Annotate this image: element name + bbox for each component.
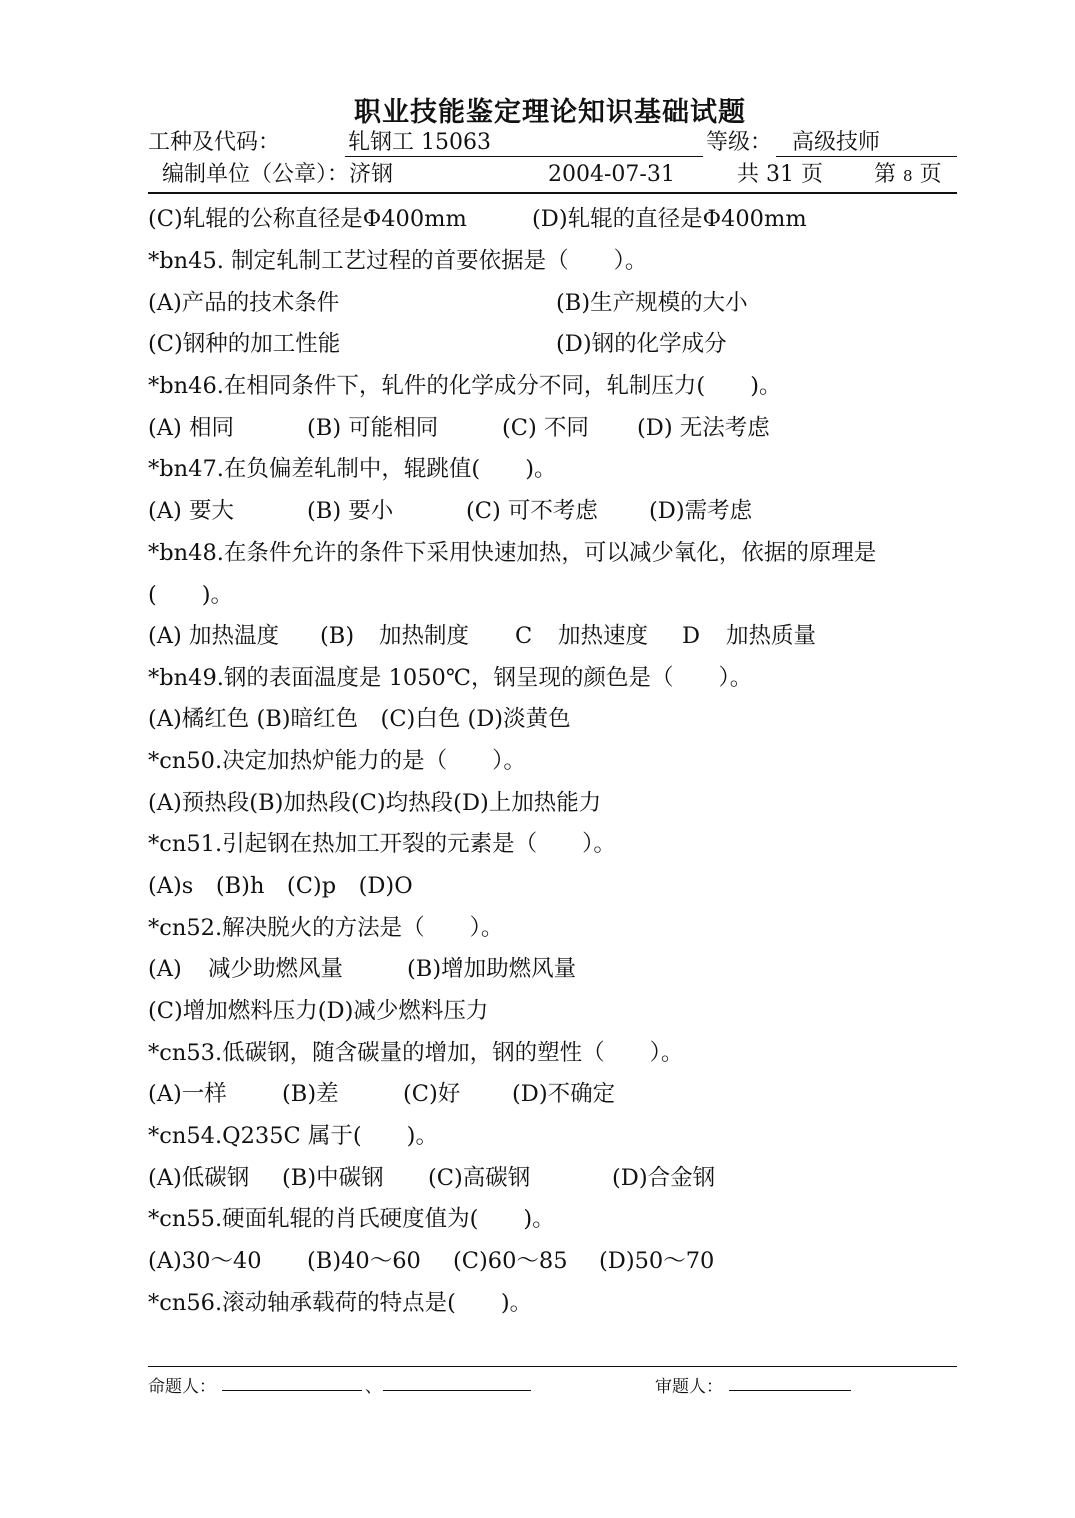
question-text: *cn53.低碳钢，随含碳量的增加，钢的塑性（ ）。 (148, 1040, 684, 1066)
level-underline (776, 156, 957, 157)
author-separator: 、 (365, 1377, 382, 1397)
question-text: *cn56.滚动轴承载荷的特点是( )。 (148, 1290, 533, 1316)
header-rule (148, 192, 957, 194)
options-text: (A)橘红色 (B)暗红色 (C)白色 (D)淡黄色 (148, 706, 571, 732)
option-b-text: 加热制度 (379, 623, 470, 649)
option-c: (C)好 (403, 1081, 461, 1107)
option-d: (D)需考虑 (649, 498, 753, 524)
level-value: 高级技师 (792, 130, 881, 155)
page-prefix: 第 (874, 162, 897, 187)
option-c-text: 加热速度 (558, 623, 649, 649)
option-b-label: (B) (320, 623, 355, 649)
option-d: (D)钢的化学成分 (556, 331, 727, 357)
option-d-label: D (682, 623, 701, 649)
page-title: 职业技能鉴定理论知识基础试题 (354, 97, 746, 128)
option-b: (B) 可能相同 (307, 415, 439, 441)
option-a: (A) 相同 (148, 415, 234, 441)
option-d: (D) 无法考虑 (637, 415, 770, 441)
question-text: *cn50.决定加热炉能力的是（ ）。 (148, 748, 526, 774)
question-text: *cn51.引起钢在热加工开裂的元素是（ ）。 (148, 831, 616, 857)
author-blank-2 (383, 1390, 531, 1391)
option-a: (A)一样 (148, 1081, 227, 1107)
option-c-label: C (515, 623, 533, 649)
option-a: (A) 加热温度 (148, 623, 279, 649)
option-b: (B)生产规模的大小 (556, 290, 748, 316)
option-d-text: 加热质量 (726, 623, 817, 649)
reviewer-label: 审题人： (655, 1377, 723, 1397)
question-text: *bn45. 制定轧制工艺过程的首要依据是（ ）。 (148, 248, 648, 274)
options-text: (C)增加燃料压力(D)减少燃料压力 (148, 998, 489, 1024)
option-d: (D)合金钢 (612, 1165, 716, 1191)
option-d: (D)50～70 (599, 1248, 715, 1274)
page-number: 8 (903, 167, 913, 185)
question-text: ( )。 (148, 582, 234, 608)
question-text: *bn47.在负偏差轧制中，辊跳值( )。 (148, 456, 557, 482)
option-c: (C)轧辊的公称直径是Φ400mm (148, 206, 467, 232)
options-text: (A)预热段(B)加热段(C)均热段(D)上加热能力 (148, 790, 602, 816)
option-a: (A)产品的技术条件 (148, 290, 340, 316)
job-code-label: 工种及代码： (148, 130, 281, 155)
question-text: *cn54.Q235C 属于( )。 (148, 1123, 438, 1149)
page-suffix: 页 (919, 162, 942, 187)
option-a: (A)30～40 (148, 1248, 262, 1274)
option-c: (C)钢种的加工性能 (148, 331, 341, 357)
question-text: *bn46.在相同条件下，轧件的化学成分不同，轧制压力( )。 (148, 373, 782, 399)
option-b: (B)40～60 (307, 1248, 421, 1274)
option-d: (D)不确定 (512, 1081, 616, 1107)
option-b: (B)差 (282, 1081, 339, 1107)
question-text: *bn49.钢的表面温度是 1050℃，钢呈现的颜色是（ ）。 (148, 665, 753, 691)
option-c: (C)高碳钢 (428, 1165, 531, 1191)
option-b: (B)增加助燃风量 (407, 956, 577, 982)
option-b: (B) 要小 (307, 498, 394, 524)
total-pages: 共 31 页 (737, 162, 823, 187)
author-blank-1 (222, 1390, 362, 1391)
job-code-underline (345, 156, 703, 157)
job-code-value: 轧钢工 15063 (348, 130, 491, 155)
option-c: (C) 可不考虑 (466, 498, 598, 524)
option-a: (A) 要大 (148, 498, 234, 524)
unit-text: 编制单位（公章）：济钢 (162, 162, 394, 187)
option-a: (A)低碳钢 (148, 1165, 250, 1191)
question-text: *cn52.解决脱火的方法是（ ）。 (148, 915, 504, 941)
date-text: 2004-07-31 (548, 162, 675, 187)
level-label: 等级： (706, 130, 773, 155)
option-c: (C) 不同 (502, 415, 589, 441)
reviewer-blank (729, 1390, 851, 1391)
question-text: *cn55.硬面轧辊的肖氏硬度值为( )。 (148, 1206, 555, 1232)
question-text: *bn48.在条件允许的条件下采用快速加热，可以减少氧化，依据的原理是 (148, 540, 877, 566)
author-label: 命题人： (148, 1377, 216, 1397)
footer-rule (148, 1366, 957, 1367)
option-c: (C)60～85 (453, 1248, 568, 1274)
option-a-label: (A) (148, 956, 182, 982)
options-text: (A)s (B)h (C)p (D)O (148, 873, 413, 899)
option-b: (B)中碳钢 (282, 1165, 384, 1191)
page-number-indicator (874, 161, 942, 190)
option-d: (D)轧辊的直径是Φ400mm (532, 206, 807, 232)
option-a-text: 减少助燃风量 (208, 956, 344, 982)
